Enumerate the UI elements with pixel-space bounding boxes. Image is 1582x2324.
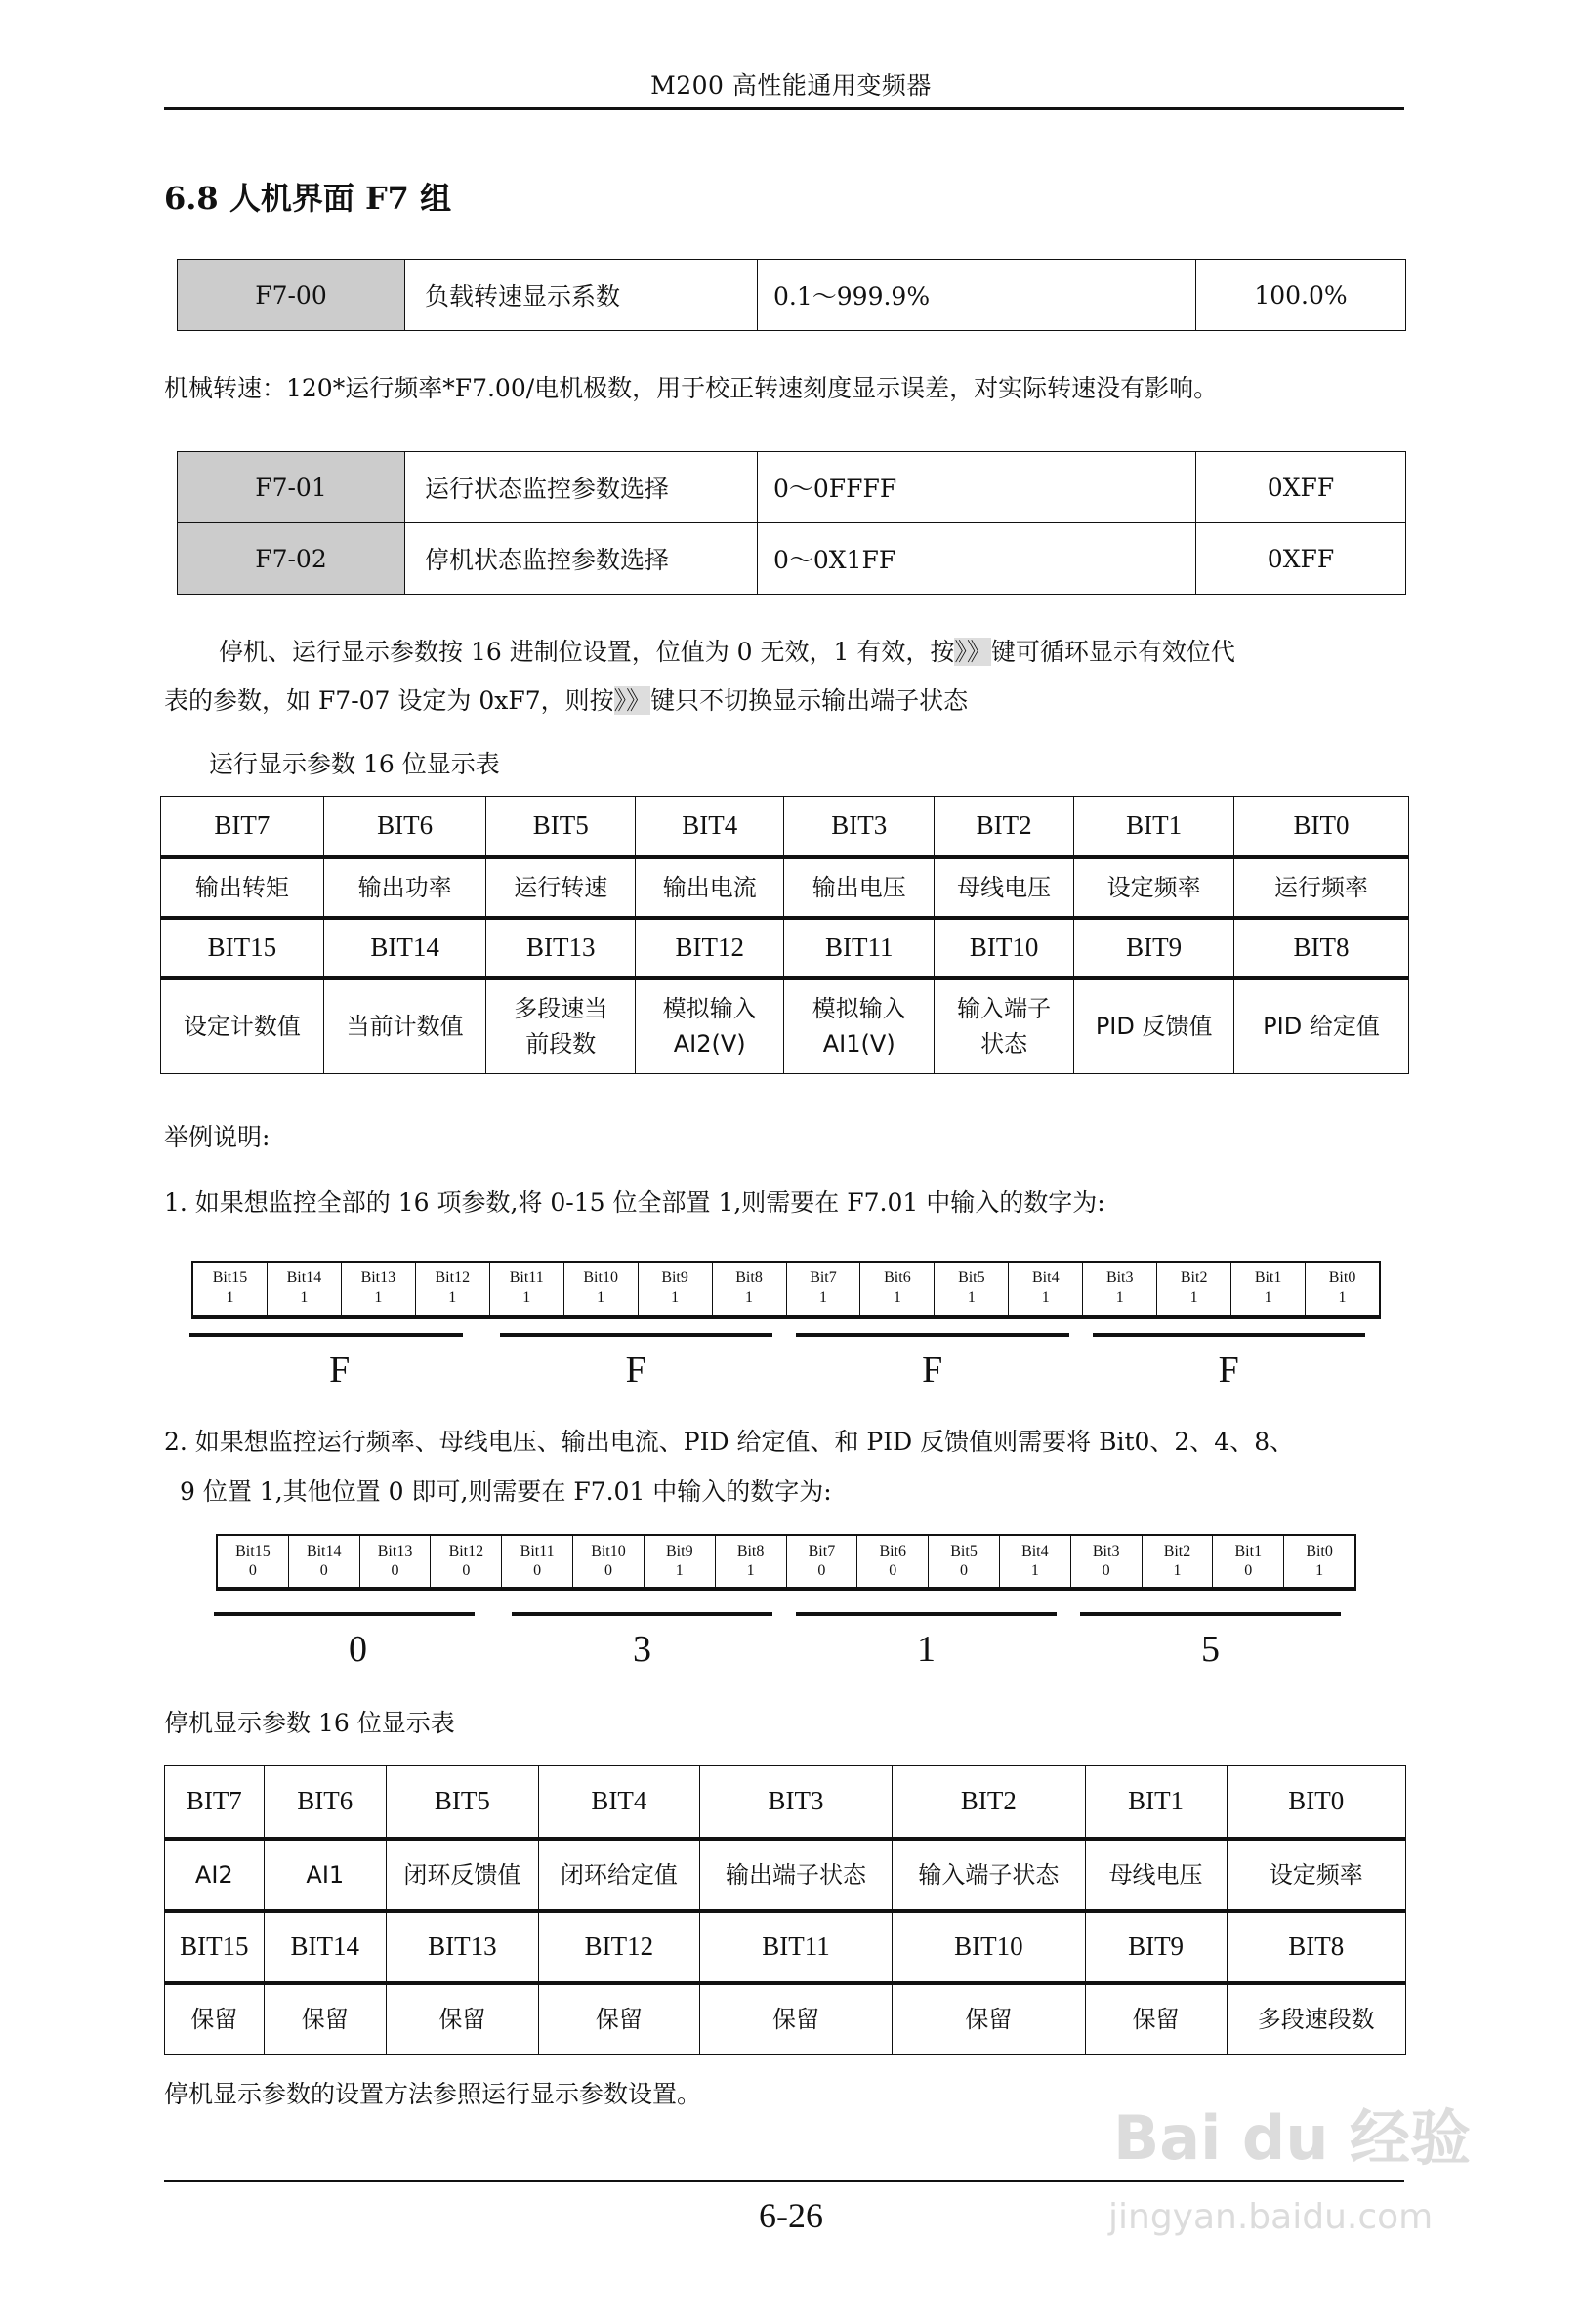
cell-text: BIT9 <box>1128 1931 1185 1961</box>
bit-cell <box>502 1536 573 1587</box>
cell-text: BIT3 <box>768 1786 824 1816</box>
bit-label: Bit9 <box>666 1543 693 1559</box>
bit-cell <box>1157 1263 1231 1315</box>
nibble-underline <box>500 1333 773 1337</box>
bit-cell <box>564 1263 639 1315</box>
display-param-description <box>164 628 1414 726</box>
example-1-text: 1. 如果想监控全部的 16 项参数,将 0-15 位全部置 1,则需要在 F7.01 中输入的数字为: <box>164 1188 1105 1217</box>
bit-meaning-cell <box>893 1983 1085 2055</box>
bit-meaning-cell <box>538 1983 699 2055</box>
nibble-underline <box>214 1612 475 1616</box>
cell-text: BIT7 <box>214 810 271 841</box>
baidu-watermark-url: jingyan.baidu.com <box>1108 2197 1434 2237</box>
bit-meaning-cell <box>323 857 486 918</box>
bit-label-cell <box>784 797 935 857</box>
cell-text: 输出转矩 <box>194 873 289 901</box>
cell-text: BIT10 <box>969 933 1039 962</box>
nibble-underline <box>796 1612 1057 1616</box>
bit-value: 1 <box>746 1562 755 1579</box>
bit-label-cell <box>323 918 486 978</box>
cell-text: BIT13 <box>525 933 596 962</box>
bit-cell <box>342 1263 416 1315</box>
bit-value: 0 <box>604 1562 612 1579</box>
bit-label: Bit7 <box>808 1543 836 1559</box>
bit-label-cell <box>161 797 324 857</box>
bit-meaning-cell <box>161 978 324 1074</box>
cell-text: BIT14 <box>290 1931 360 1961</box>
bit-value: 0 <box>391 1562 399 1579</box>
cell-text: 运行转速 <box>514 873 608 901</box>
cell-text: 保留 <box>301 2006 349 2034</box>
example-title: 举例说明: <box>164 1123 271 1151</box>
hex-digit: 5 <box>1201 1629 1220 1670</box>
cell-text: BIT12 <box>584 1931 654 1961</box>
bit-label-cell <box>699 1911 892 1983</box>
cell-text: BIT10 <box>954 1931 1023 1961</box>
bit-label-row <box>161 797 1409 857</box>
bit-cell <box>1306 1263 1379 1315</box>
hex-digit: 1 <box>917 1629 936 1670</box>
hex-digit: F <box>1218 1349 1239 1390</box>
bit-label: Bit10 <box>591 1543 626 1559</box>
cell-text: BIT3 <box>831 810 888 841</box>
bit-cell <box>787 1536 858 1587</box>
bit-meaning-cell <box>699 1839 892 1911</box>
bit-meaning-cell <box>538 1839 699 1911</box>
example-2-text-line2: 9 位置 1,其他位置 0 即可,则需要在 F7.01 中输入的数字为: <box>180 1477 832 1506</box>
bit-value-row <box>165 1839 1406 1911</box>
bit-meaning-cell <box>386 1839 538 1911</box>
param-name: 负载转速显示系数 <box>405 260 758 331</box>
bit-label: Bit9 <box>661 1269 688 1286</box>
cell-text: BIT8 <box>1288 1931 1345 1961</box>
bit-value: 0 <box>319 1562 328 1579</box>
bit-label-cell <box>1234 918 1409 978</box>
cell-text: 运行频率 <box>1274 873 1368 901</box>
bit-label-cell <box>323 797 486 857</box>
bit-label-cell <box>1227 1911 1405 1983</box>
run-table-caption: 运行显示参数 16 位显示表 <box>209 750 500 778</box>
cell-line: 设定计数值 <box>183 1013 301 1041</box>
example-2-text-line1: 2. 如果想监控运行频率、母线电压、输出电流、PID 给定值、和 PID 反馈值则需要将 Bit0、2、4、8、 <box>164 1428 1295 1456</box>
bit-label-cell <box>893 1911 1085 1983</box>
bit-value: 1 <box>1115 1289 1124 1306</box>
bit-value: 1 <box>1264 1289 1272 1306</box>
bit-meaning-cell <box>161 857 324 918</box>
bit-cell <box>1231 1263 1306 1315</box>
bit-label: Bit3 <box>1105 1269 1134 1286</box>
bit-label-cell <box>165 1911 265 1983</box>
cell-text: BIT1 <box>1126 810 1183 841</box>
cell-text: BIT6 <box>377 810 434 841</box>
param-default: 0XFF <box>1196 452 1406 523</box>
param-range: 0～0X1FF <box>758 523 1196 595</box>
bit-value: 1 <box>745 1289 754 1306</box>
desc-text: 键可循环显示有效位代 <box>990 638 1235 666</box>
bit-meaning-cell <box>1074 978 1234 1074</box>
nibble-underline <box>796 1333 1069 1337</box>
cell-text: 输出电压 <box>812 873 906 901</box>
bit-meaning-cell <box>486 857 636 918</box>
bit-value-row <box>165 1983 1406 2055</box>
param-name: 停机状态监控参数选择 <box>405 523 758 595</box>
cell-text: AI2 <box>194 1860 233 1888</box>
cell-text: 保留 <box>190 2006 238 2034</box>
bit-label: Bit6 <box>884 1269 911 1286</box>
bit-label: Bit11 <box>520 1543 555 1559</box>
bit-meaning-cell <box>893 1839 1085 1911</box>
bit-cell <box>1284 1536 1354 1587</box>
cell-text: BIT11 <box>824 933 894 962</box>
bit-cell <box>490 1263 564 1315</box>
bit-meaning-cell <box>1227 1839 1405 1911</box>
hex-digit: F <box>329 1349 351 1390</box>
bit-label: Bit14 <box>306 1543 342 1559</box>
cell-text: BIT2 <box>960 1786 1017 1816</box>
cell-line: 模拟输入 <box>662 995 757 1023</box>
bit-cell <box>289 1536 360 1587</box>
bit-value: 1 <box>675 1562 684 1579</box>
cell-text: BIT9 <box>1126 933 1183 962</box>
bit-label-cell <box>1085 1766 1227 1839</box>
bit-label-row <box>165 1911 1406 1983</box>
cell-line: PID 给定值 <box>1263 1013 1380 1041</box>
bit-meaning-cell <box>386 1983 538 2055</box>
bit-label-cell <box>934 918 1073 978</box>
cell-line: AI2(V) <box>673 1030 746 1058</box>
footer-rule <box>164 2180 1404 2182</box>
baidu-watermark-logo: Bai du 经验 <box>1113 2102 1472 2174</box>
bit-value: 1 <box>818 1289 827 1306</box>
bit-label-cell <box>1227 1766 1405 1839</box>
bit-meaning-cell <box>264 1983 386 2055</box>
bit-label-cell <box>386 1766 538 1839</box>
cell-text: 输出电流 <box>662 873 757 901</box>
bit-cell <box>929 1536 1000 1587</box>
cell-text: BIT4 <box>682 810 738 841</box>
key-glyph: 》》 <box>613 686 651 715</box>
bit-label-row <box>161 918 1409 978</box>
stop-table-caption: 停机显示参数 16 位显示表 <box>164 1709 455 1737</box>
cell-text: 输出功率 <box>357 873 452 901</box>
bit-meaning-cell <box>635 978 784 1074</box>
document-header-title: M200 高性能通用变频器 <box>650 71 932 100</box>
bit-label: Bit15 <box>235 1543 271 1559</box>
param-range: 0～0FFFF <box>758 452 1196 523</box>
bit-label: Bit4 <box>1021 1543 1049 1559</box>
bit-cell <box>857 1536 929 1587</box>
cell-text: BIT0 <box>1293 810 1350 841</box>
nibble-underline <box>1080 1612 1341 1616</box>
bit-value: 1 <box>597 1289 605 1306</box>
cell-text: 母线电压 <box>1108 1860 1203 1888</box>
bit-label-row <box>165 1766 1406 1839</box>
bit-value: 1 <box>1041 1289 1050 1306</box>
cell-text: BIT4 <box>591 1786 647 1816</box>
bit-meaning-cell <box>784 978 935 1074</box>
bit-cell <box>787 1263 861 1315</box>
cell-line: 输入端子 <box>957 995 1052 1023</box>
cell-text: AI1 <box>306 1860 345 1888</box>
param-table-f7-00 <box>177 259 1406 331</box>
bit-meaning-cell <box>1234 857 1409 918</box>
bit-label: Bit6 <box>879 1543 906 1559</box>
bit-cell <box>1213 1536 1284 1587</box>
bit-label-cell <box>538 1911 699 1983</box>
cell-line: 模拟输入 <box>812 995 906 1023</box>
bit-cell <box>1071 1536 1143 1587</box>
bit-label: Bit5 <box>950 1543 978 1559</box>
bit-cell <box>1083 1263 1157 1315</box>
stop-display-bit-table <box>164 1765 1406 2055</box>
param-code: F7-02 <box>178 523 405 595</box>
bit-label-cell <box>893 1766 1085 1839</box>
bit-value: 0 <box>248 1562 257 1579</box>
bit-label: Bit4 <box>1032 1269 1060 1286</box>
bit-label-cell <box>264 1766 386 1839</box>
bit-label: Bit12 <box>448 1543 484 1559</box>
bit-value: 0 <box>462 1562 471 1579</box>
bit-label: Bit13 <box>360 1269 396 1286</box>
bit-meaning-cell <box>1234 978 1409 1074</box>
cell-text: 闭环反馈值 <box>403 1860 521 1888</box>
bit-cell <box>860 1263 935 1315</box>
bit-cell <box>1000 1536 1071 1587</box>
bit-meaning-cell <box>165 1983 265 2055</box>
example-2-bit-diagram <box>216 1534 1356 1591</box>
desc-text: 停机、运行显示参数按 16 进制位设置，位值为 0 无效，1 有效，按 <box>219 638 955 666</box>
bit-value: 1 <box>448 1289 457 1306</box>
bit-label-cell <box>1085 1911 1227 1983</box>
cell-text: BIT12 <box>675 933 744 962</box>
cell-text: 母线电压 <box>957 873 1052 901</box>
bit-value: 0 <box>533 1562 542 1579</box>
bit-label: Bit7 <box>810 1269 837 1286</box>
param-row <box>178 523 1406 595</box>
bit-label-cell <box>386 1911 538 1983</box>
param-row <box>178 452 1406 523</box>
param-default: 100.0% <box>1196 260 1406 331</box>
bit-value: 1 <box>374 1289 383 1306</box>
param-row <box>178 260 1406 331</box>
bit-label: Bit2 <box>1180 1269 1208 1286</box>
hex-digit: F <box>625 1349 646 1390</box>
bit-value: 1 <box>300 1289 309 1306</box>
bit-meaning-cell <box>1085 1983 1227 2055</box>
bit-label: Bit1 <box>1254 1269 1282 1286</box>
cell-text: 保留 <box>965 2006 1013 2034</box>
bit-value-row <box>161 857 1409 918</box>
bit-cell <box>360 1536 432 1587</box>
bit-label: Bit8 <box>736 1543 765 1559</box>
bit-value: 1 <box>1338 1289 1347 1306</box>
cell-text: BIT0 <box>1288 1786 1345 1816</box>
bit-label: Bit0 <box>1306 1543 1333 1559</box>
hex-digit: 3 <box>633 1629 651 1670</box>
bit-label-cell <box>635 918 784 978</box>
bit-cell <box>716 1536 787 1587</box>
bit-value: 1 <box>967 1289 976 1306</box>
bit-meaning-cell <box>699 1983 892 2055</box>
bit-label-cell <box>1074 918 1234 978</box>
bit-cell <box>713 1263 787 1315</box>
bit-value: 1 <box>1030 1562 1039 1579</box>
bit-cell <box>1009 1263 1083 1315</box>
bit-cell <box>431 1536 502 1587</box>
bit-cell <box>1143 1536 1214 1587</box>
cell-text: BIT5 <box>532 810 589 841</box>
bit-value: 1 <box>522 1289 531 1306</box>
bit-cell <box>573 1536 645 1587</box>
bit-value-row <box>161 978 1409 1074</box>
bit-meaning-cell <box>486 978 636 1074</box>
bit-meaning-cell <box>165 1839 265 1911</box>
bit-label-cell <box>784 918 935 978</box>
bit-label-cell <box>1234 797 1409 857</box>
cell-text: 闭环给定值 <box>560 1860 678 1888</box>
bit-label: Bit14 <box>286 1269 322 1286</box>
bit-meaning-cell <box>1074 857 1234 918</box>
example-2-hex-groups <box>216 1612 1353 1690</box>
bit-meaning-cell <box>934 978 1073 1074</box>
key-glyph: 》》 <box>954 638 991 666</box>
cell-text: 保留 <box>438 2006 486 2034</box>
bit-label-cell <box>165 1766 265 1839</box>
cell-text: 输出端子状态 <box>725 1860 866 1888</box>
cell-text: BIT8 <box>1293 933 1350 962</box>
cell-text: BIT7 <box>186 1786 242 1816</box>
bit-value: 1 <box>1189 1289 1198 1306</box>
cell-text: BIT13 <box>428 1931 497 1961</box>
cell-text: BIT2 <box>976 810 1032 841</box>
stop-param-note: 停机显示参数的设置方法参照运行显示参数设置。 <box>164 2080 702 2108</box>
bit-value: 1 <box>226 1289 234 1306</box>
bit-label-cell <box>486 918 636 978</box>
desc-text: 表的参数，如 F7-07 设定为 0xF7，则按 <box>164 686 614 715</box>
cell-line: 多段速当 <box>514 995 608 1023</box>
desc-text: 键只不切换显示输出端子状态 <box>650 686 969 715</box>
bit-value: 0 <box>1244 1562 1253 1579</box>
bit-label: Bit15 <box>212 1269 248 1286</box>
bit-label: Bit1 <box>1234 1543 1263 1559</box>
bit-cell <box>218 1536 289 1587</box>
speed-formula-note: 机械转速：120*运行频率*F7.00/电机极数，用于校正转速刻度显示误差，对实际转速没有影响。 <box>164 374 1219 402</box>
bit-meaning-cell <box>934 857 1073 918</box>
bit-value: 1 <box>1315 1562 1324 1579</box>
param-name: 运行状态监控参数选择 <box>405 452 758 523</box>
param-default: 0XFF <box>1196 523 1406 595</box>
bit-meaning-cell <box>1227 1983 1405 2055</box>
bit-label-cell <box>264 1911 386 1983</box>
bit-label-cell <box>934 797 1073 857</box>
bit-value: 0 <box>1102 1562 1110 1579</box>
cell-text: BIT6 <box>297 1786 354 1816</box>
bit-label-cell <box>538 1766 699 1839</box>
cell-text: 保留 <box>1132 2006 1180 2034</box>
bit-value: 1 <box>671 1289 680 1306</box>
cell-text: 多段速段数 <box>1257 2006 1375 2034</box>
nibble-underline <box>512 1612 772 1616</box>
cell-text: BIT11 <box>762 1931 830 1961</box>
bit-meaning-cell <box>1085 1839 1227 1911</box>
bit-cell <box>935 1263 1009 1315</box>
bit-meaning-cell <box>264 1839 386 1911</box>
bit-label: Bit12 <box>435 1269 471 1286</box>
bit-label: Bit3 <box>1092 1543 1120 1559</box>
bit-meaning-cell <box>323 978 486 1074</box>
bit-label-cell <box>1074 797 1234 857</box>
bit-value: 1 <box>893 1289 901 1306</box>
bit-cell <box>645 1536 716 1587</box>
nibble-underline <box>1093 1333 1366 1337</box>
bit-cell <box>639 1263 713 1315</box>
nibble-underline <box>189 1333 463 1337</box>
page-number: 6-26 <box>759 2196 823 2235</box>
cell-line: PID 反馈值 <box>1095 1013 1213 1041</box>
bit-label: Bit10 <box>583 1269 618 1286</box>
bit-value: 1 <box>1173 1562 1182 1579</box>
cell-text: 设定频率 <box>1269 1860 1363 1888</box>
cell-text: BIT15 <box>180 1931 249 1961</box>
cell-line: 前段数 <box>525 1030 597 1058</box>
bit-meaning-cell <box>784 857 935 918</box>
cell-text: 保留 <box>595 2006 643 2034</box>
bit-label: Bit5 <box>958 1269 985 1286</box>
bit-value: 0 <box>817 1562 826 1579</box>
header-rule <box>164 107 1404 110</box>
bit-value: 0 <box>889 1562 897 1579</box>
cell-line: 状态 <box>980 1030 1028 1058</box>
cell-text: BIT14 <box>370 933 439 962</box>
cell-text: 设定频率 <box>1106 873 1201 901</box>
cell-text: 保留 <box>771 2006 819 2034</box>
bit-label: Bit11 <box>509 1269 544 1286</box>
bit-cell <box>193 1263 268 1315</box>
hex-digit: 0 <box>349 1629 367 1670</box>
bit-cell <box>268 1263 342 1315</box>
bit-label-cell <box>161 918 324 978</box>
param-code: F7-01 <box>178 452 405 523</box>
cell-text: BIT1 <box>1128 1786 1185 1816</box>
param-code: F7-00 <box>178 260 405 331</box>
bit-label: Bit0 <box>1328 1269 1356 1286</box>
cell-text: 输入端子状态 <box>918 1860 1060 1888</box>
bit-label-cell <box>486 797 636 857</box>
param-range: 0.1～999.9% <box>758 260 1196 331</box>
param-table-f7-01-02 <box>177 451 1406 595</box>
hex-digit: F <box>922 1349 943 1390</box>
cell-line: 当前计数值 <box>346 1013 464 1041</box>
bit-cell <box>416 1263 490 1315</box>
example-1-bit-diagram <box>191 1261 1381 1319</box>
run-display-bit-table <box>160 796 1409 1074</box>
cell-text: BIT5 <box>434 1786 490 1816</box>
section-title: 6.8 人机界面 F7 组 <box>164 180 452 217</box>
bit-label-cell <box>635 797 784 857</box>
bit-meaning-cell <box>635 857 784 918</box>
cell-line: AI1(V) <box>822 1030 895 1058</box>
bit-label: Bit2 <box>1163 1543 1191 1559</box>
cell-text: BIT15 <box>207 933 277 962</box>
example-1-hex-groups <box>191 1333 1377 1411</box>
bit-label: Bit13 <box>377 1543 413 1559</box>
bit-label: Bit8 <box>735 1269 763 1286</box>
bit-value: 0 <box>960 1562 969 1579</box>
bit-label-cell <box>699 1766 892 1839</box>
